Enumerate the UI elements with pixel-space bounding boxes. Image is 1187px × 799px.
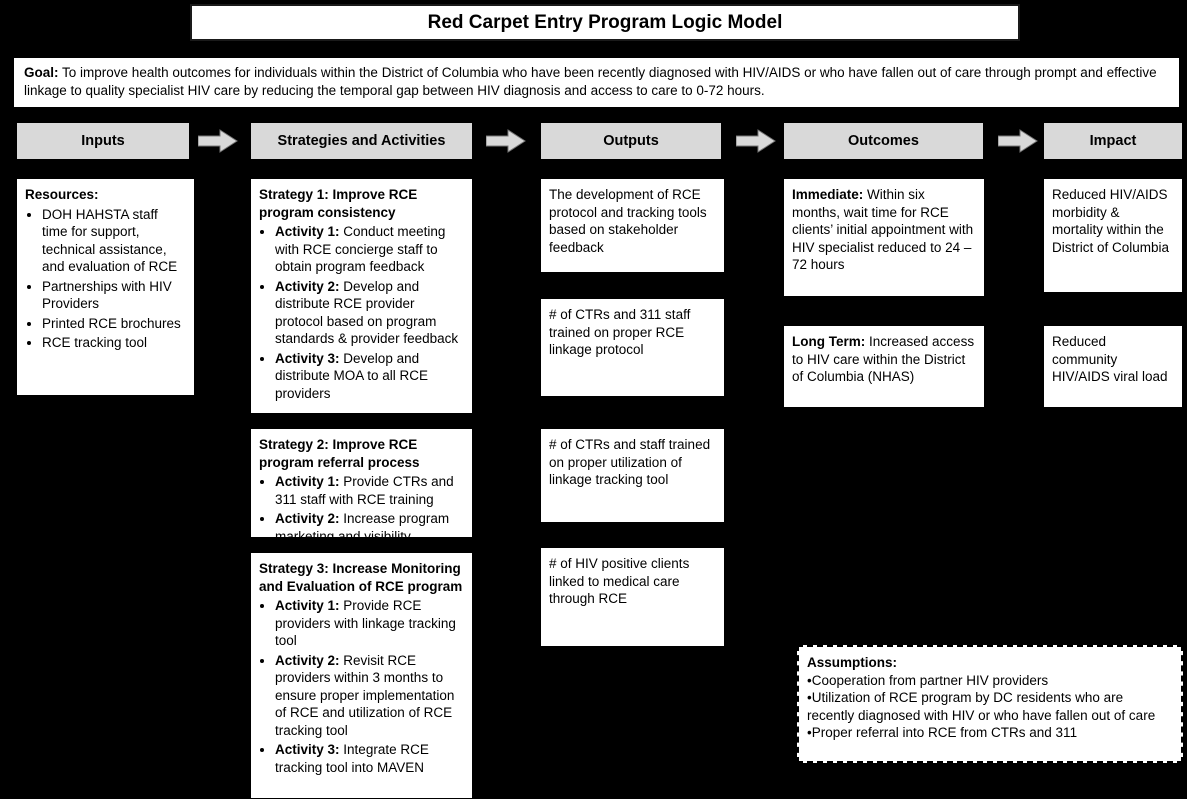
activities-list — [259, 223, 464, 402]
output-box-3: # of CTRs and staff trained on proper utilization of linkage tracking tool — [540, 428, 725, 523]
activity-text: Conduct meeting with RCE concierge staff to obtain program feedback — [275, 224, 446, 275]
list-item — [275, 473, 464, 508]
activities-list — [259, 597, 464, 776]
flow-arrow-icon — [198, 128, 238, 154]
goal-box — [13, 57, 1180, 108]
assumptions-heading: Assumptions: — [807, 655, 898, 670]
activity-label: Activity 2: — [275, 278, 340, 294]
activity-label: Activity 1: — [275, 474, 340, 490]
activity-label: Activity 2: — [275, 511, 340, 527]
activity-label: Activity 3: — [275, 742, 340, 758]
outcome-longterm-box — [783, 325, 985, 408]
activity-label: Activity 3: — [275, 350, 340, 366]
strategy-heading: Strategy 3: Increase Monitoring and Evaluation of RCE program — [259, 561, 463, 594]
outcome-label: Immediate: — [792, 187, 864, 202]
activity-label: Activity 1: — [275, 598, 340, 614]
list-item — [275, 741, 464, 776]
assumption-item: •Utilization of RCE program by DC residents who are recently diagnosed with HIV or who have fallen out of care — [807, 690, 1156, 723]
strategy-heading: Strategy 2: Improve RCE program referral process — [259, 437, 420, 470]
list-item — [275, 652, 464, 740]
strategy-2-box — [250, 428, 473, 544]
goal-label: Goal: — [24, 65, 59, 80]
activity-text: Integrate RCE tracking tool into MAVEN — [275, 742, 429, 776]
list-item — [275, 278, 464, 348]
assumptions-box — [797, 645, 1183, 763]
outcome-text: Increased access to HIV care within the District of Columbia (NHAS) — [792, 334, 975, 385]
goal-text: To improve health outcomes for individuals within the District of Columbia who have been recently diagnosed with HIV/AIDS or who have fallen out of care through prompt and effective linkage to quality specialist HIV care by reducing the temporal gap between HIV diagnosis and access to care to 0-72 hours. — [24, 65, 1157, 98]
list-item: • Printed RCE brochures — [42, 315, 186, 333]
list-item: • RCE tracking tool — [42, 334, 186, 352]
activities-list — [259, 473, 464, 545]
activity-text: Increase program marketing and visibility — [275, 511, 450, 544]
output-box-4: # of HIV positive clients linked to medical care through RCE — [540, 547, 725, 647]
page-title: Red Carpet Entry Program Logic Model — [190, 4, 1020, 41]
flow-arrow-icon — [736, 128, 776, 154]
assumption-item: •Cooperation from partner HIV providers — [807, 672, 1049, 688]
header-impact: Impact — [1043, 122, 1183, 160]
activity-text: Revisit RCE providers within 3 months to ensure proper implementation of RCE and utilization of RCE tracking tool — [275, 652, 455, 738]
outcome-text: Within six months, wait time for RCE clients’ initial appointment with HIV specialist reduced to 24 – 72 hours — [792, 187, 974, 273]
activity-label: Activity 1: — [275, 224, 340, 240]
activity-label: Activity 2: — [275, 652, 340, 668]
flow-arrow-icon — [486, 128, 526, 154]
header-outcomes: Outcomes — [783, 122, 984, 160]
activity-text: Develop and distribute RCE provider protocol based on program standards & provider feedback — [275, 278, 459, 347]
assumption-item: •Proper referral into RCE from CTRs and 311 — [807, 725, 1078, 741]
impact-box-1: Reduced HIV/AIDS morbidity & mortality within the District of Columbia — [1043, 178, 1183, 293]
output-box-1: The development of RCE protocol and tracking tools based on stakeholder feedback — [540, 178, 725, 273]
activity-text: Develop and distribute MOA to all RCE providers — [275, 350, 429, 402]
activity-text: Provide RCE providers with linkage tracking tool — [275, 598, 456, 649]
list-item: • DOH HAHSTA staff time for support, technical assistance, and evaluation of RCE — [42, 206, 186, 276]
outcome-immediate-box — [783, 178, 985, 297]
impact-box-2: Reduced community HIV/AIDS viral load — [1043, 325, 1183, 408]
output-box-2: # of CTRs and 311 staff trained on proper RCE linkage protocol — [540, 298, 725, 397]
flow-arrow-icon — [998, 128, 1038, 154]
header-outputs: Outputs — [540, 122, 722, 160]
strategy-3-box — [250, 552, 473, 799]
inputs-resources-box — [16, 178, 195, 396]
strategy-1-box — [250, 178, 473, 414]
list-item — [275, 350, 464, 403]
list-item — [275, 223, 464, 276]
activity-text: Provide CTRs and 311 staff with RCE training — [275, 474, 454, 507]
header-strategies: Strategies and Activities — [250, 122, 473, 160]
list-item: • Partnerships with HIV Providers — [42, 278, 186, 313]
header-inputs: Inputs — [16, 122, 190, 160]
list-item — [275, 597, 464, 650]
strategy-heading: Strategy 1: Improve RCE program consistency — [259, 187, 418, 220]
resources-list — [25, 206, 186, 352]
outcome-label: Long Term: — [792, 334, 866, 349]
resources-heading: Resources: — [25, 187, 99, 202]
list-item — [275, 510, 464, 545]
